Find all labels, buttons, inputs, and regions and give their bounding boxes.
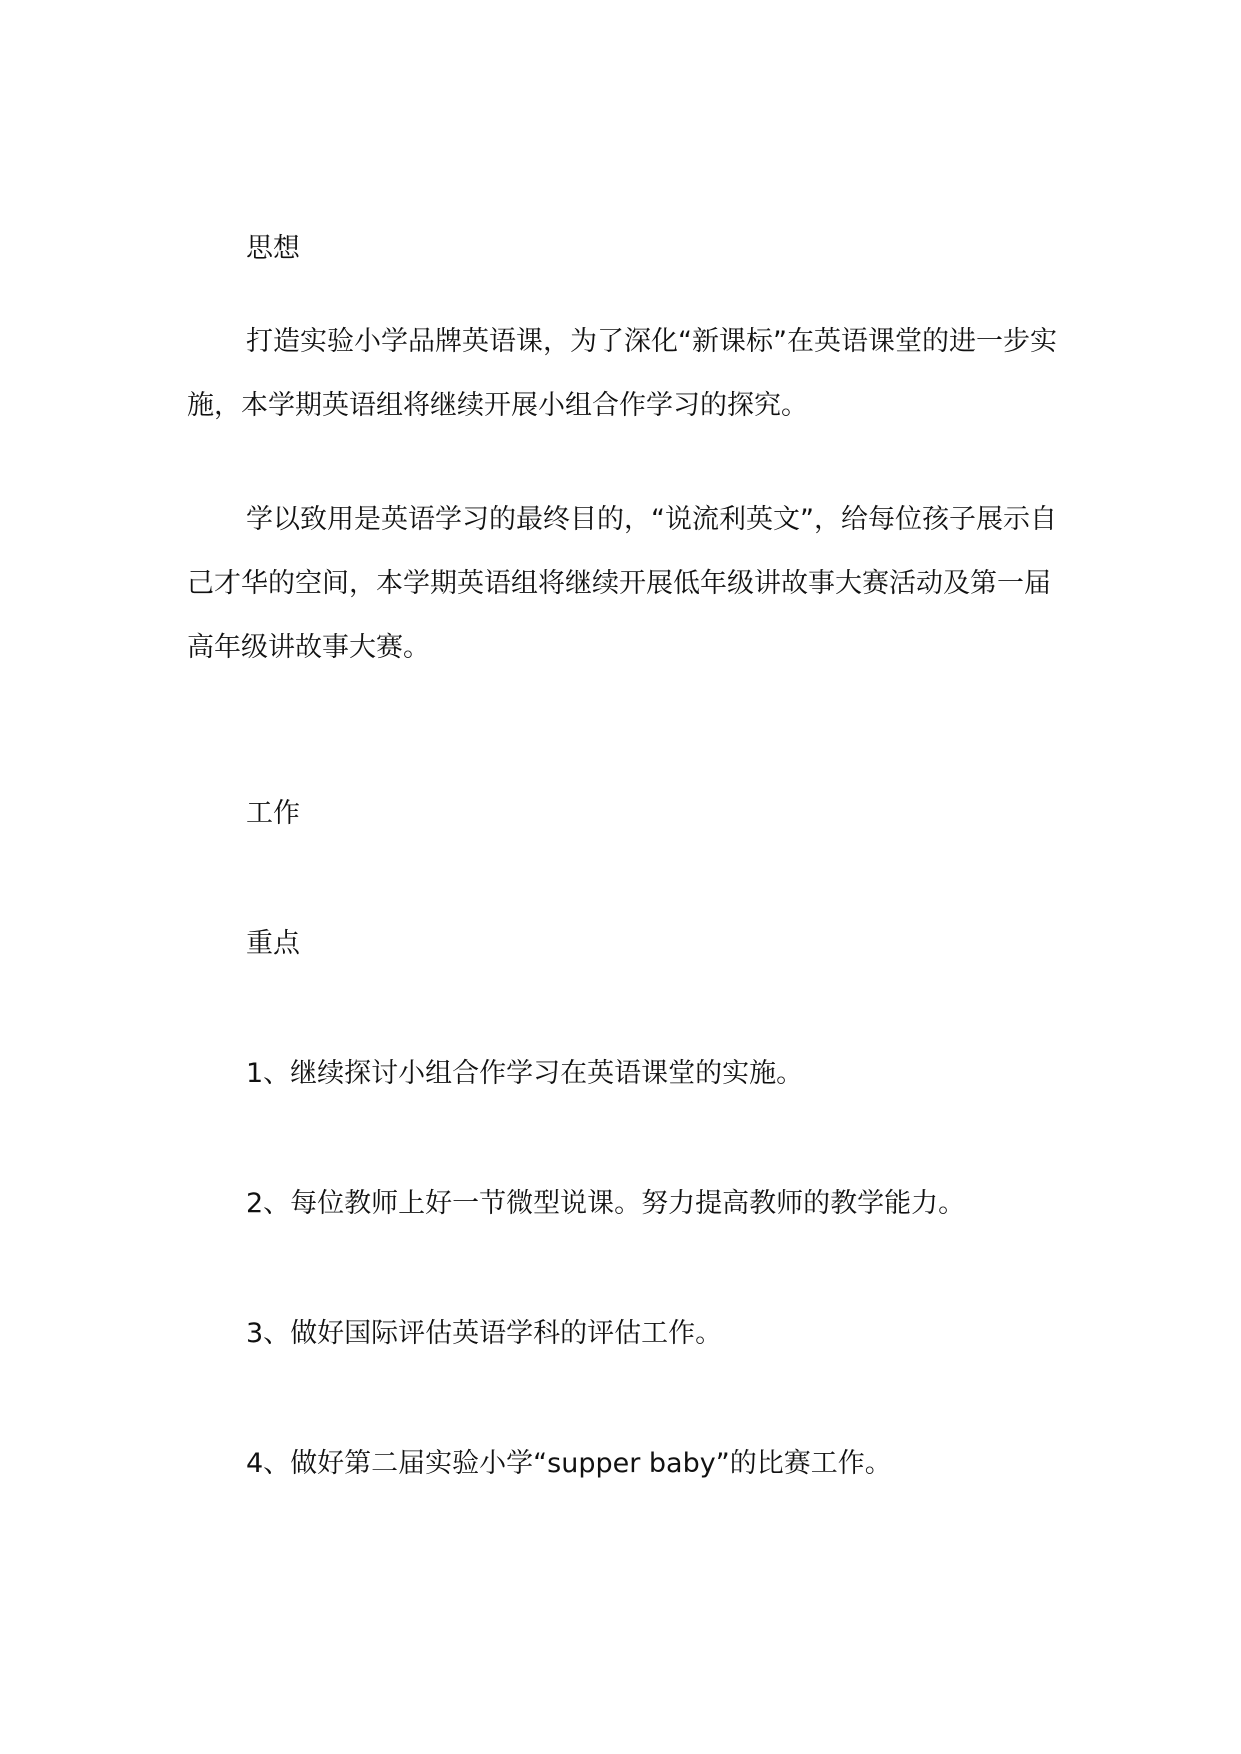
list-item-3: 3、做好国际评估英语学科的评估工作。 — [246, 1318, 723, 1349]
paragraph-brand-english-class: 打造实验小学品牌英语课，为了深化“新课标”在英语课堂的进一步实施，本学期英语组将继续开展小组合作学习的探究。 — [187, 326, 1057, 421]
heading-thought: 思想 — [246, 233, 300, 264]
list-item-1: 1、继续探讨小组合作学习在英语课堂的实施。 — [246, 1058, 804, 1089]
list-item-2: 2、每位教师上好一节微型说课。努力提高教师的教学能力。 — [246, 1188, 966, 1219]
list-item-4: 4、做好第二届实验小学“supper baby”的比赛工作。 — [246, 1448, 892, 1479]
heading-work: 工作 — [246, 798, 300, 829]
paragraph-story-contest: 学以致用是英语学习的最终目的，“说流利英文”，给每位孩子展示自己才华的空间，本学期英语组将继续开展低年级讲故事大赛活动及第一届高年级讲故事大赛。 — [187, 504, 1057, 663]
heading-focus: 重点 — [246, 928, 300, 959]
